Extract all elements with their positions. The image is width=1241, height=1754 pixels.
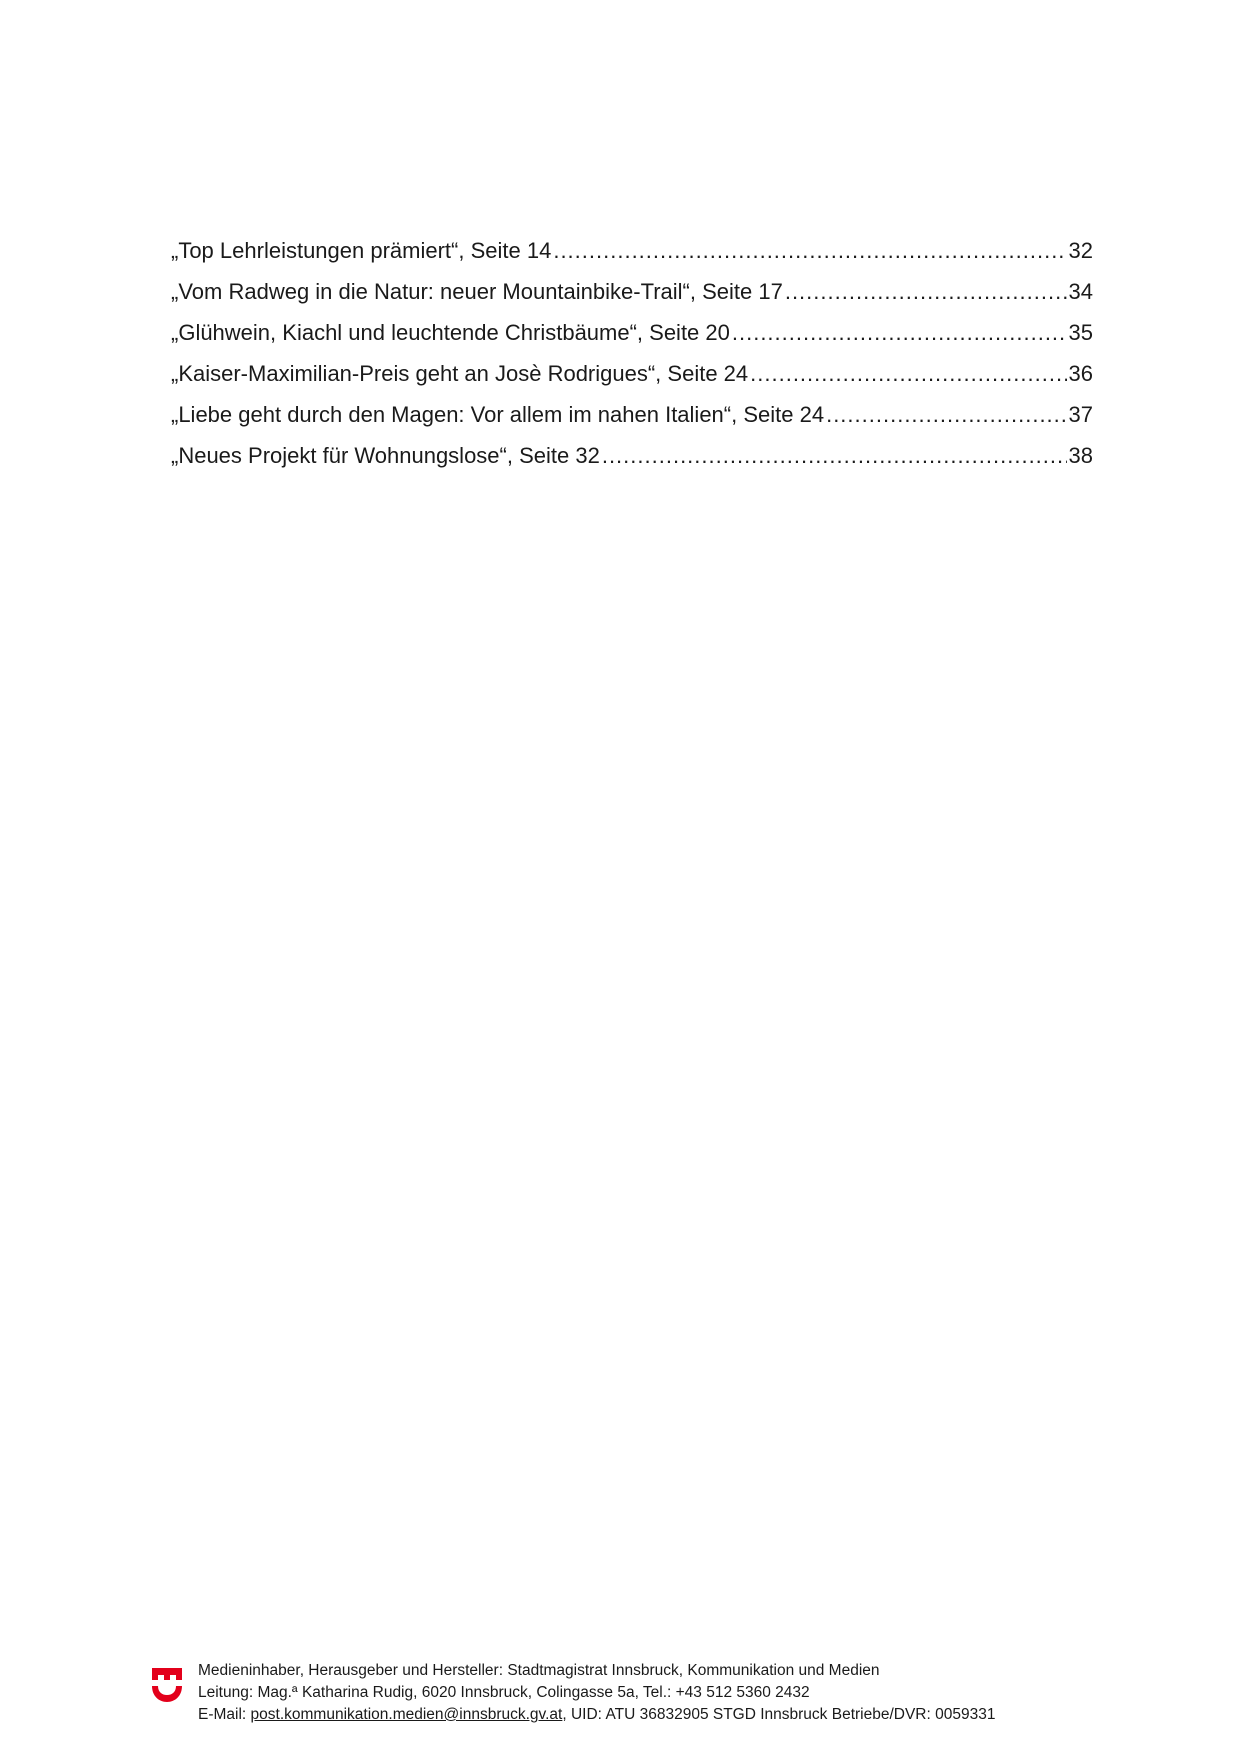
- toc-entry-page: 34: [1068, 279, 1093, 304]
- email-link[interactable]: post.kommunikation.medien@innsbruck.gv.at: [250, 1706, 563, 1723]
- toc-entry-title: „Vom Radweg in die Natur: neuer Mountainbike-Trail“, Seite 17: [171, 279, 783, 304]
- imprint-text: [198, 1660, 995, 1726]
- toc-dot-leader: [785, 271, 1067, 312]
- toc-entry-title: „Top Lehrleistungen prämiert“, Seite 14: [171, 238, 552, 263]
- toc-entry[interactable]: [171, 312, 1093, 353]
- imprint-line-management: Leitung: Mag.ª Katharina Rudig, 6020 Innsbruck, Colingasse 5a, Tel.: +43 512 5360 2432: [198, 1684, 810, 1701]
- toc-entry-page: 37: [1068, 402, 1093, 427]
- toc-entry-title: „Kaiser-Maximilian-Preis geht an Josè Rodrigues“, Seite 24: [171, 361, 749, 386]
- toc-dot-leader: [750, 353, 1066, 394]
- table-of-contents: [171, 230, 1093, 476]
- toc-entry-page: 36: [1068, 361, 1093, 386]
- toc-entry[interactable]: [171, 394, 1093, 435]
- toc-entry-page: 38: [1068, 443, 1093, 468]
- toc-entry-title: „Neues Projekt für Wohnungslose“, Seite 32: [171, 443, 600, 468]
- toc-dot-leader: [732, 312, 1067, 353]
- toc-dot-leader: [826, 394, 1066, 435]
- toc-entry-title: „Liebe geht durch den Magen: Vor allem im nahen Italien“, Seite 24: [171, 402, 825, 427]
- toc-dot-leader: [602, 435, 1067, 476]
- toc-entry[interactable]: [171, 435, 1093, 476]
- toc-entry-page: 35: [1068, 320, 1093, 345]
- uid-text: , UID: ATU 36832905 STGD Innsbruck Betriebe/DVR: 0059331: [562, 1706, 996, 1723]
- toc-entry-page: 32: [1068, 238, 1093, 263]
- innsbruck-logo-icon: [150, 1664, 184, 1704]
- toc-entry[interactable]: [171, 230, 1093, 271]
- email-label: E-Mail:: [198, 1706, 251, 1723]
- imprint-line-contact: [198, 1704, 995, 1726]
- imprint-line-publisher: Medieninhaber, Herausgeber und Hersteller: Stadtmagistrat Innsbruck, Kommunikation und Medien: [198, 1662, 880, 1679]
- toc-entry-title: „Glühwein, Kiachl und leuchtende Christbäume“, Seite 20: [171, 320, 730, 345]
- toc-entry[interactable]: [171, 353, 1093, 394]
- toc-dot-leader: [553, 230, 1066, 271]
- page-footer: [150, 1660, 1100, 1726]
- toc-entry[interactable]: [171, 271, 1093, 312]
